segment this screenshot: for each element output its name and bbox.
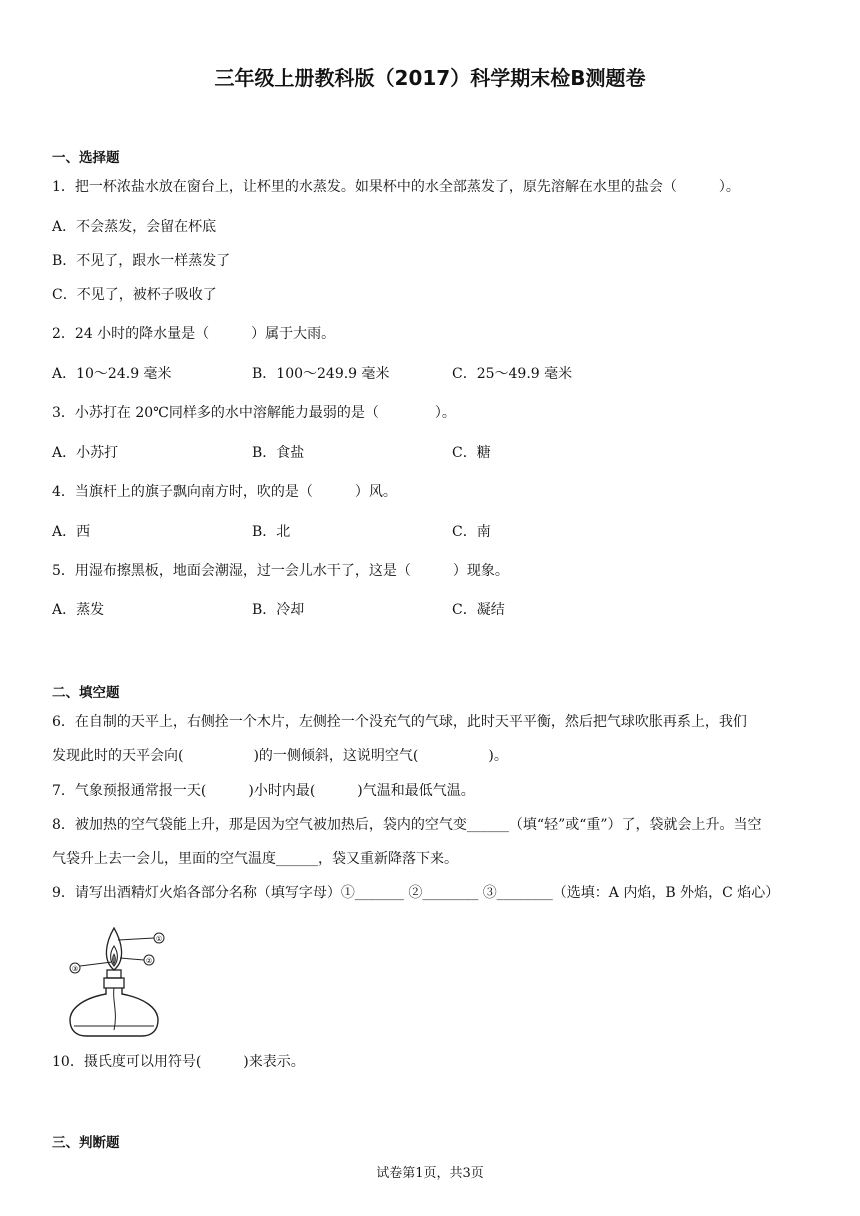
q5-option-b: B．冷却 (252, 602, 305, 618)
section-heading-choice: 一、选择题 (52, 150, 120, 166)
label-1: ① (155, 935, 163, 943)
section-heading-fill-blank: 二、填空题 (52, 685, 120, 701)
question-4: 4．当旗杆上的旗子飘向南方时，吹的是（ ）风。 (52, 484, 397, 500)
question-7: 7．气象预报通常报一天( )小时内最( )气温和最低气温。 (52, 783, 475, 799)
question-8-line-2: 气袋升上去一会儿，里面的空气温度______，袋又重新降落下来。 (52, 851, 458, 867)
q3-option-c: C．糖 (452, 445, 491, 461)
q2-option-b: B．100～249.9 毫米 (252, 366, 390, 382)
q3-option-a: A．小苏打 (52, 445, 119, 461)
question-9: 9．请写出酒精灯火焰各部分名称（填写字母）①_______ ②________ ③________（选填：A 内焰，B 外焰，C 焰心） (52, 885, 780, 901)
page-title: 三年级上册教科版（2017）科学期末检B测题卷 (214, 66, 646, 90)
q1-option-a: A．不会蒸发，会留在杯底 (52, 219, 217, 235)
page-footer: 试卷第1页，共3页 (376, 1166, 484, 1181)
section-heading-true-false: 三、判断题 (52, 1135, 120, 1151)
question-2: 2．24 小时的降水量是（ ）属于大雨。 (52, 326, 336, 342)
q1-option-c: C．不见了，被杯子吸收了 (52, 287, 217, 303)
question-6-line-1: 6．在自制的天平上，右侧拴一个木片，左侧拴一个没充气的气球，此时天平平衡，然后把气球吹胀再系上，我们 (52, 714, 747, 730)
q4-option-c: C．南 (452, 524, 491, 540)
q5-option-c: C．凝结 (452, 602, 505, 618)
question-8-line-1: 8．被加热的空气袋能上升，那是因为空气被加热后，袋内的空气变______（填“轻”或“重”）了，袋就会上升。当空 (52, 817, 762, 833)
question-3: 3．小苏打在 20℃同样多的水中溶解能力最弱的是（ ）。 (52, 405, 456, 421)
q2-option-a: A．10～24.9 毫米 (52, 366, 172, 382)
question-6-line-2: 发现此时的天平会向( )的一侧倾斜，这说明空气( )。 (52, 748, 508, 764)
label-2: ② (145, 957, 153, 965)
label-3: ③ (71, 965, 79, 973)
q3-option-b: B．食盐 (252, 445, 305, 461)
q5-option-a: A．蒸发 (52, 602, 105, 618)
question-10: 10．摄氏度可以用符号( )来表示。 (52, 1054, 305, 1070)
q2-option-c: C．25～49.9 毫米 (452, 366, 573, 382)
question-5: 5．用湿布擦黑板，地面会潮湿，过一会儿水干了，这是（ ）现象。 (52, 563, 509, 579)
alcohol-lamp-figure (62, 920, 172, 1040)
q1-option-b: B．不见了，跟水一样蒸发了 (52, 253, 231, 269)
q4-option-a: A．西 (52, 524, 91, 540)
q4-option-b: B．北 (252, 524, 291, 540)
question-1: 1．把一杯浓盐水放在窗台上，让杯里的水蒸发。如果杯中的水全部蒸发了，原先溶解在水里的盐会（ ）。 (52, 179, 740, 195)
